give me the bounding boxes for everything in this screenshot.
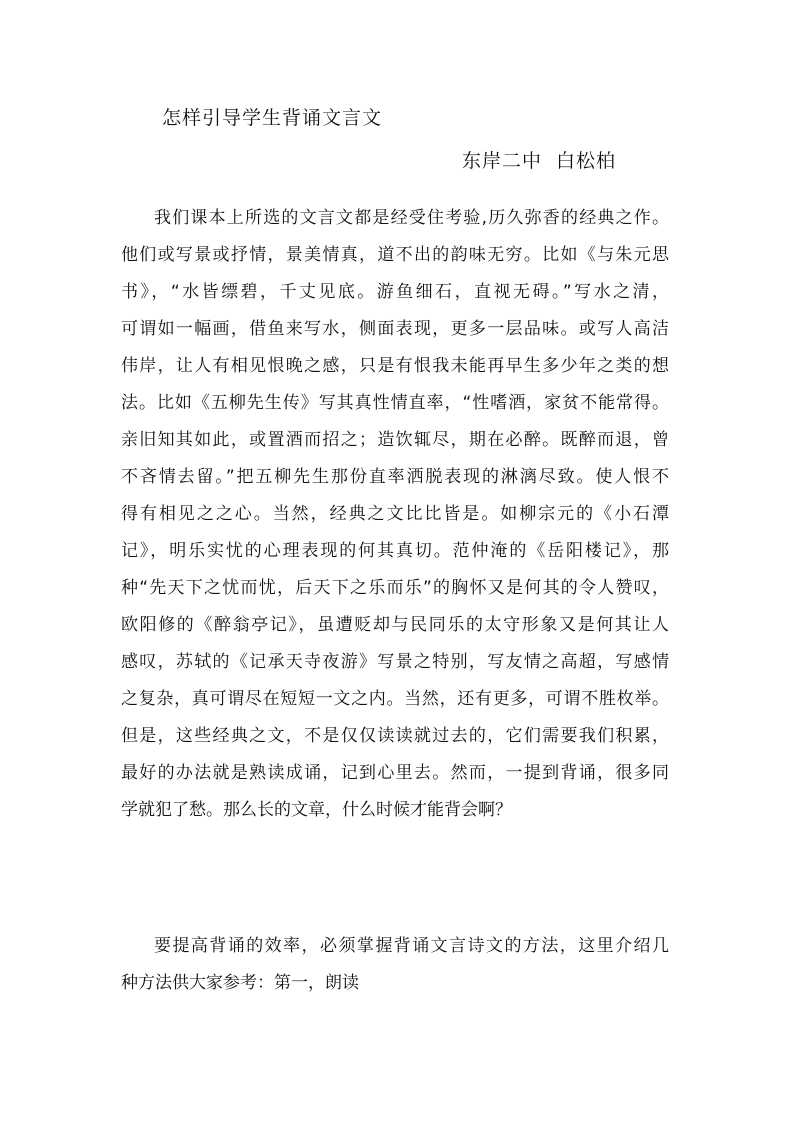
text-line: 之复杂，真可谓尽在短短一文之内。当然，还有更多，可谓不胜枚举。 — [121, 689, 669, 709]
text-line: 他们或写景或抒情，景美情真，道不出的韵味无穷。比如《与朱元思 — [121, 245, 669, 265]
text-line: 亲旧知其如此，或置酒而招之；造饮辄尽，期在必醉。既醉而退，曾 — [121, 430, 669, 450]
text-line: 得有相见之之心。当然，经典之文比比皆是。如柳宗元的《小石潭 — [121, 504, 669, 524]
text-line: 不吝情去留。”把五柳先生那份直率洒脱表现的淋漓尽致。使人恨不 — [121, 467, 669, 487]
text-line: 法。比如《五柳先生传》写其真性情直率，“性嗜酒，家贫不能常得。 — [121, 393, 669, 413]
text-line: 书》，“水皆缥碧，千丈见底。游鱼细石，直视无碍。”写水之清， — [121, 282, 669, 302]
text-line: 学就犯了愁。那么长的文章，什么时候才能背会啊？ — [121, 800, 512, 820]
text-line: 可谓如一幅画，借鱼来写水，侧面表现，更多一层品味。或写人高洁 — [121, 319, 669, 339]
text-line: 但是，这些经典之文，不是仅仅读读就过去的，它们需要我们积累， — [121, 726, 669, 746]
author-name: 白松柏 — [556, 150, 617, 172]
paragraph-2 — [121, 928, 669, 1002]
text-line: 欧阳修的《醉翁亭记》，虽遭贬却与民同乐的太守形象又是何其让人 — [121, 615, 669, 635]
text-line: 要提高背诵的效率，必须掌握背诵文言诗文的方法，这里介绍几 — [154, 936, 669, 956]
text-line: 种“先天下之忧而忧，后天下之乐而乐”的胸怀又是何其的令人赞叹， — [121, 578, 669, 598]
document-title: 怎样引导学生背诵文言文 — [162, 107, 383, 129]
text-line: 我们课本上所选的文言文都是经受住考验,历久弥香的经典之作。 — [154, 208, 669, 228]
text-line: 感叹，苏轼的《记承天寺夜游》写景之特别，写友情之高超，写感情 — [121, 652, 669, 672]
author-line — [462, 146, 616, 173]
text-line: 种方法供大家参考：第一，朗读 — [121, 973, 359, 993]
text-line: 记》，明乐实忧的心理表现的何其真切。范仲淹的《岳阳楼记》，那 — [121, 541, 669, 561]
text-line: 最好的办法就是熟读成诵，记到心里去。然而，一提到背诵，很多同 — [121, 763, 669, 783]
author-school: 东岸二中 — [462, 150, 543, 172]
paragraph-1 — [121, 200, 669, 829]
text-line: 伟岸，让人有相见恨晚之感，只是有恨我未能再早生多少年之类的想 — [121, 356, 669, 376]
